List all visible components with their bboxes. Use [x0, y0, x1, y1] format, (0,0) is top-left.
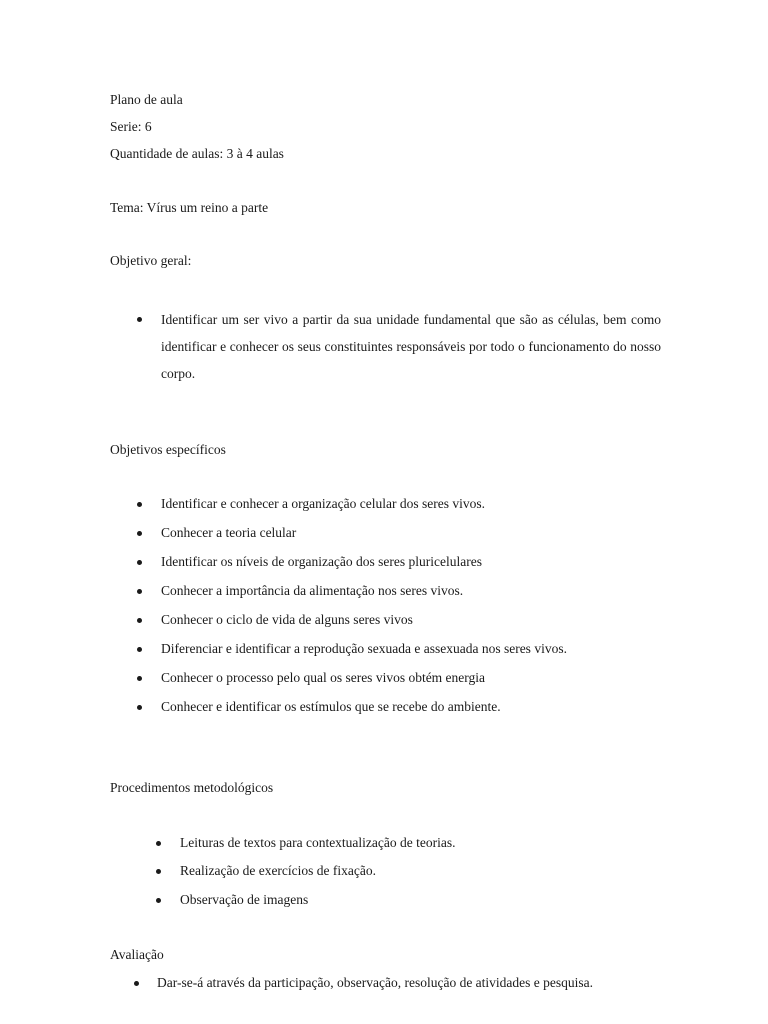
bullet-icon [137, 705, 142, 710]
list-item-text: Identificar e conhecer a organização celular dos seres vivos. [161, 496, 485, 511]
list-item-text: Conhecer a importância da alimentação nos seres vivos. [161, 583, 464, 598]
list-item [161, 669, 485, 687]
list-item-text: Diferenciar e identificar a reprodução sexuada e assexuada nos seres vivos. [161, 641, 567, 656]
list-item-text: Observação de imagens [180, 892, 309, 907]
serie-line: Serie: 6 [110, 119, 152, 134]
list-item [180, 834, 456, 852]
list-item [161, 640, 567, 658]
list-item [161, 524, 296, 542]
list-item-text: Conhecer e identificar os estímulos que se recebe do ambiente. [161, 699, 501, 714]
bullet-icon [137, 618, 142, 623]
list-item [161, 611, 413, 629]
objetivo-geral-item: Identificar um ser vivo a partir da sua unidade fundamental que são as células, bem como identificar e conhecer os seus constituintes responsáveis por todo o funcionamento do nosso corpo. [161, 312, 661, 381]
bullet-icon [137, 317, 142, 322]
list-item-text: Conhecer o ciclo de vida de alguns seres vivos [161, 612, 413, 627]
bullet-icon [137, 560, 142, 565]
list-item-text: Realização de exercícios de fixação. [180, 863, 377, 878]
objetivo-geral-heading: Objetivo geral: [110, 253, 192, 268]
bullet-icon [137, 589, 142, 594]
quantidade-line: Quantidade de aulas: 3 à 4 aulas [110, 146, 284, 161]
procedimentos-heading: Procedimentos metodológicos [110, 780, 274, 795]
list-item-text: Conhecer a teoria celular [161, 525, 297, 540]
bullet-icon [156, 898, 161, 903]
tema-line: Tema: Vírus um reino a parte [110, 200, 269, 215]
list-item-text: Dar-se-á através da participação, observação, resolução de atividades e pesquisa. [157, 975, 594, 990]
bullet-icon [134, 981, 139, 986]
list-item [161, 495, 485, 513]
avaliacao-heading: Avaliação [110, 947, 164, 962]
bullet-icon [137, 531, 142, 536]
bullet-icon [137, 502, 142, 507]
bullet-icon [156, 841, 161, 846]
list-item-text: Leituras de textos para contextualização de teorias. [180, 835, 456, 850]
list-item-text: Identificar os níveis de organização dos seres pluricelulares [161, 554, 483, 569]
bullet-icon [156, 869, 161, 874]
list-item [180, 891, 308, 909]
document-title: Plano de aula [110, 92, 183, 107]
list-item [180, 862, 376, 880]
bullet-icon [137, 647, 142, 652]
list-item-text: Conhecer o processo pelo qual os seres vivos obtém energia [161, 670, 486, 685]
list-item [157, 974, 593, 992]
bullet-icon [137, 676, 142, 681]
list-item [161, 582, 463, 600]
objetivos-especificos-heading: Objetivos específicos [110, 442, 226, 457]
list-item [161, 553, 482, 571]
list-item [161, 698, 501, 716]
